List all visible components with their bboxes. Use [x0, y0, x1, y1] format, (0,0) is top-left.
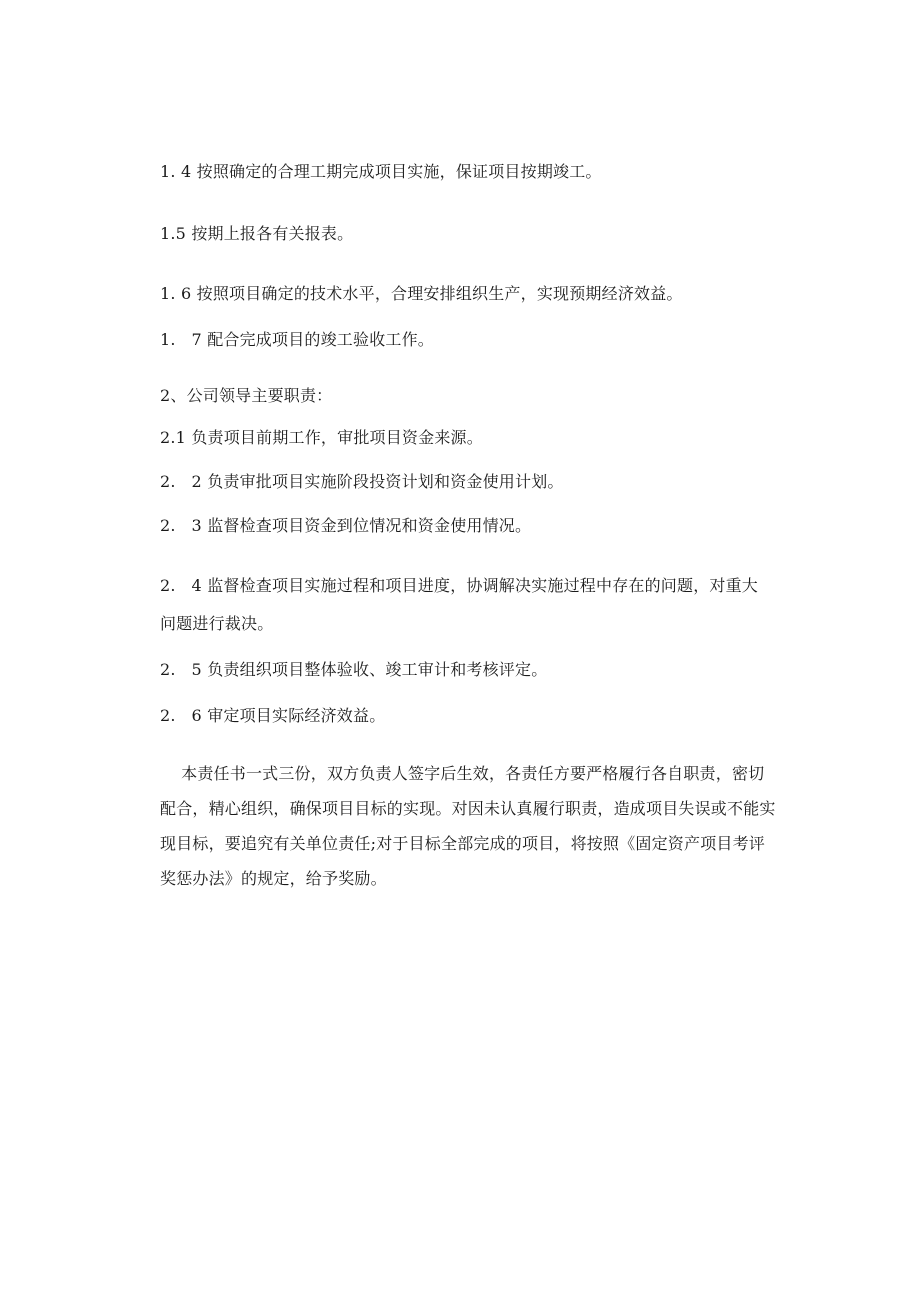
clause-1-7: 1. 7 配合完成项目的竣工验收工作。	[160, 330, 434, 349]
clause-1-4: 1. 4 按照确定的合理工期完成项目实施，保证项目按期竣工。	[160, 162, 602, 181]
clause-2-1: 2.1 负责项目前期工作，审批项目资金来源。	[160, 428, 483, 447]
clause-1-5: 1.5 按期上报各有关报表。	[160, 224, 354, 243]
clause-2-4-line2: 问题进行裁决。	[160, 614, 274, 633]
clause-2-6: 2. 6 审定项目实际经济效益。	[160, 706, 386, 725]
clause-2-5: 2. 5 负责组织项目整体验收、竣工审计和考核评定。	[160, 660, 548, 679]
clause-2-2: 2. 2 负责审批项目实施阶段投资计划和资金使用计划。	[160, 472, 564, 491]
clause-2-4-line1: 2. 4 监督检查项目实施过程和项目进度，协调解决实施过程中存在的问题，对重大	[160, 576, 758, 595]
closing-paragraph-line1: 本责任书一式三份，双方负责人签字后生效，各责任方要严格履行各自职责，密切	[160, 764, 765, 783]
clause-2-3: 2. 3 监督检查项目资金到位情况和资金使用情况。	[160, 516, 532, 535]
closing-paragraph-line2: 配合，精心组织，确保项目目标的实现。对因未认真履行职责，造成项目失误或不能实	[160, 799, 776, 818]
closing-paragraph-line3: 现目标，要追究有关单位责任;对于目标全部完成的项目，将按照《固定资产项目考评	[160, 834, 765, 853]
section-2-heading: 2、公司领导主要职责：	[160, 386, 333, 405]
closing-paragraph-line4: 奖惩办法》的规定，给予奖励。	[160, 869, 387, 888]
clause-1-6: 1. 6 按照项目确定的技术水平，合理安排组织生产，实现预期经济效益。	[160, 284, 683, 303]
